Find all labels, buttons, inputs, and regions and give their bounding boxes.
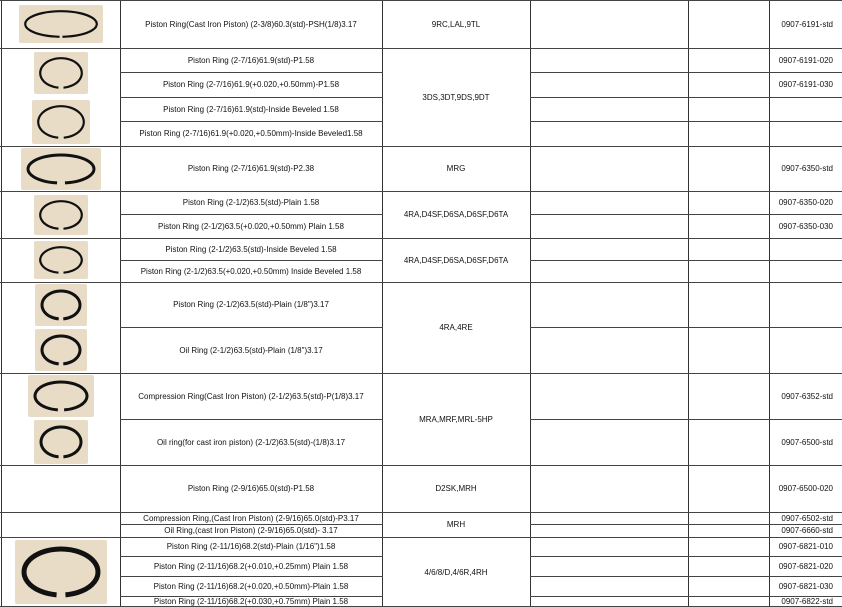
part-code (769, 282, 842, 327)
ring-photo-cell (2, 97, 119, 146)
part-code: 0907-6350-std (781, 164, 833, 173)
piston-ring-image (15, 540, 107, 604)
piston-ring-image (34, 195, 88, 235)
ring-photo-cell (2, 537, 119, 607)
compression-ring-image (35, 329, 87, 371)
ring-photo-cell (2, 238, 119, 282)
part-description: Oil Ring,(cast Iron Piston) (2-9/16)65.0(std)- 3.17 (164, 526, 338, 535)
engine-models: MRH (446, 520, 466, 529)
part-description: Piston Ring (2-7/16)61.9(std)-P1.58 (187, 55, 315, 65)
part-code: 0907-6502-std (781, 513, 833, 523)
engine-models: 4RA,D4SF,D6SA,D6SF,D6TA (403, 255, 509, 265)
part-description: Piston Ring (2-7/16)61.9(+0.020,+0.50mm)-Inside Beveled1.58 (139, 129, 363, 138)
part-description: Piston Ring (2-7/16)61.9(std)-Inside Beveled 1.58 (163, 104, 339, 114)
part-code (769, 260, 842, 282)
part-description: Piston Ring (2-1/2)63.5(std)-Plain 1.58 (182, 198, 320, 207)
part-description: Piston Ring (2-7/16)61.9(+0.020,+0.50mm)-P1.58 (162, 80, 340, 89)
engine-models: D2SK,MRH (435, 484, 477, 493)
piston-ring-image (34, 420, 88, 464)
part-code: 0907-6191-std (781, 19, 833, 29)
part-code (769, 97, 842, 121)
part-code: 0907-6821-010 (778, 542, 833, 551)
part-description: Piston Ring (2-1/2)63.5(+0.020,+0.50mm) Inside Beveled 1.58 (140, 266, 362, 276)
part-code: 0907-6350-030 (778, 221, 833, 231)
part-description: Piston Ring (2-7/16)61.9(std)-P2.38 (187, 164, 315, 173)
ring-photo-cell (2, 282, 119, 327)
engine-models: MRG (446, 164, 466, 173)
engine-models: 4/6/8/D,4/6R,4RH (424, 567, 488, 577)
part-description: Piston Ring (2-11/16)68.2(+0.030,+0.75mm) Plain 1.58 (153, 597, 349, 606)
part-description: Compression Ring(Cast Iron Piston) (2-1/2)63.5(std)-P(1/8)3.17 (138, 391, 364, 401)
part-description: Piston Ring (2-1/2)63.5(+0.020,+0.50mm) Plain 1.58 (158, 221, 344, 231)
ring-photo-cell (2, 48, 119, 97)
part-code: 0907-6191-030 (778, 80, 833, 89)
ring-photo-cell (2, 419, 119, 465)
part-code: 0907-6352-std (781, 391, 833, 401)
part-code (769, 327, 842, 373)
part-description: Oil Ring (2-1/2)63.5(std)-Plain (1/8")3.17 (179, 345, 323, 355)
part-code (769, 238, 842, 260)
ring-photo-cell (2, 146, 119, 191)
part-description: Piston Ring (2-11/16)68.2(std)-Plain (1/16")1.58 (166, 542, 336, 551)
piston-ring-image (32, 100, 90, 144)
engine-models: 3DS,3DT,9DS,9DT (422, 92, 490, 102)
part-description: Oil ring(for cast iron piston) (2-1/2)63.5(std)-(1/8)3.17 (156, 437, 346, 447)
column-divider (688, 0, 689, 607)
ring-photo-cell (2, 327, 119, 373)
part-description: Piston Ring (2-1/2)63.5(std)-Inside Beveled 1.58 (165, 244, 337, 254)
piston-ring-image (21, 148, 101, 190)
engine-models: 4RA,4RE (439, 323, 473, 332)
part-code: 0907-6500-020 (778, 484, 833, 493)
part-description: Piston Ring (2-11/16)68.2(+0.010,+0.25mm) Plain 1.58 (153, 561, 349, 571)
part-description: Compression Ring,(Cast Iron Piston) (2-9/16)65.0(std)-P3.17 (143, 513, 359, 523)
piston-ring-image (34, 52, 88, 94)
piston-ring-image (34, 241, 88, 279)
column-divider (530, 0, 531, 607)
ring-photo-cell (2, 373, 119, 419)
ring-photo-cell (2, 0, 119, 48)
part-code: 0907-6500-std (781, 437, 833, 447)
part-code: 0907-6822-std (781, 597, 833, 606)
part-description: Piston Ring (2-1/2)63.5(std)-Plain (1/8")3.17 (173, 300, 329, 309)
part-code: 0907-6821-030 (778, 581, 833, 591)
part-description: Piston Ring (2-9/16)65.0(std)-P1.58 (187, 484, 315, 493)
part-code (769, 121, 842, 146)
oil-ring-image (35, 284, 87, 326)
engine-models: 4RA,D4SF,D6SA,D6SF,D6TA (403, 210, 509, 219)
part-description: Piston Ring (2-11/16)68.2(+0.020,+0.50mm)-Plain 1.58 (153, 581, 349, 591)
ring-photo-cell (2, 191, 119, 238)
part-description: Piston Ring(Cast Iron Piston) (2-3/8)60.3(std)-PSH(1/8)3.17 (145, 19, 357, 29)
part-code: 0907-6350-020 (778, 198, 833, 207)
part-code: 0907-6191-020 (778, 55, 833, 65)
part-code: 0907-6660-std (781, 526, 833, 535)
oil-ring-image (28, 375, 94, 417)
piston-ring-image (19, 5, 103, 43)
engine-models: MRA,MRF,MRL-5HP (419, 414, 493, 424)
engine-models: 9RC,LAL,9TL (431, 19, 481, 29)
part-code: 0907-6821-020 (778, 561, 833, 571)
